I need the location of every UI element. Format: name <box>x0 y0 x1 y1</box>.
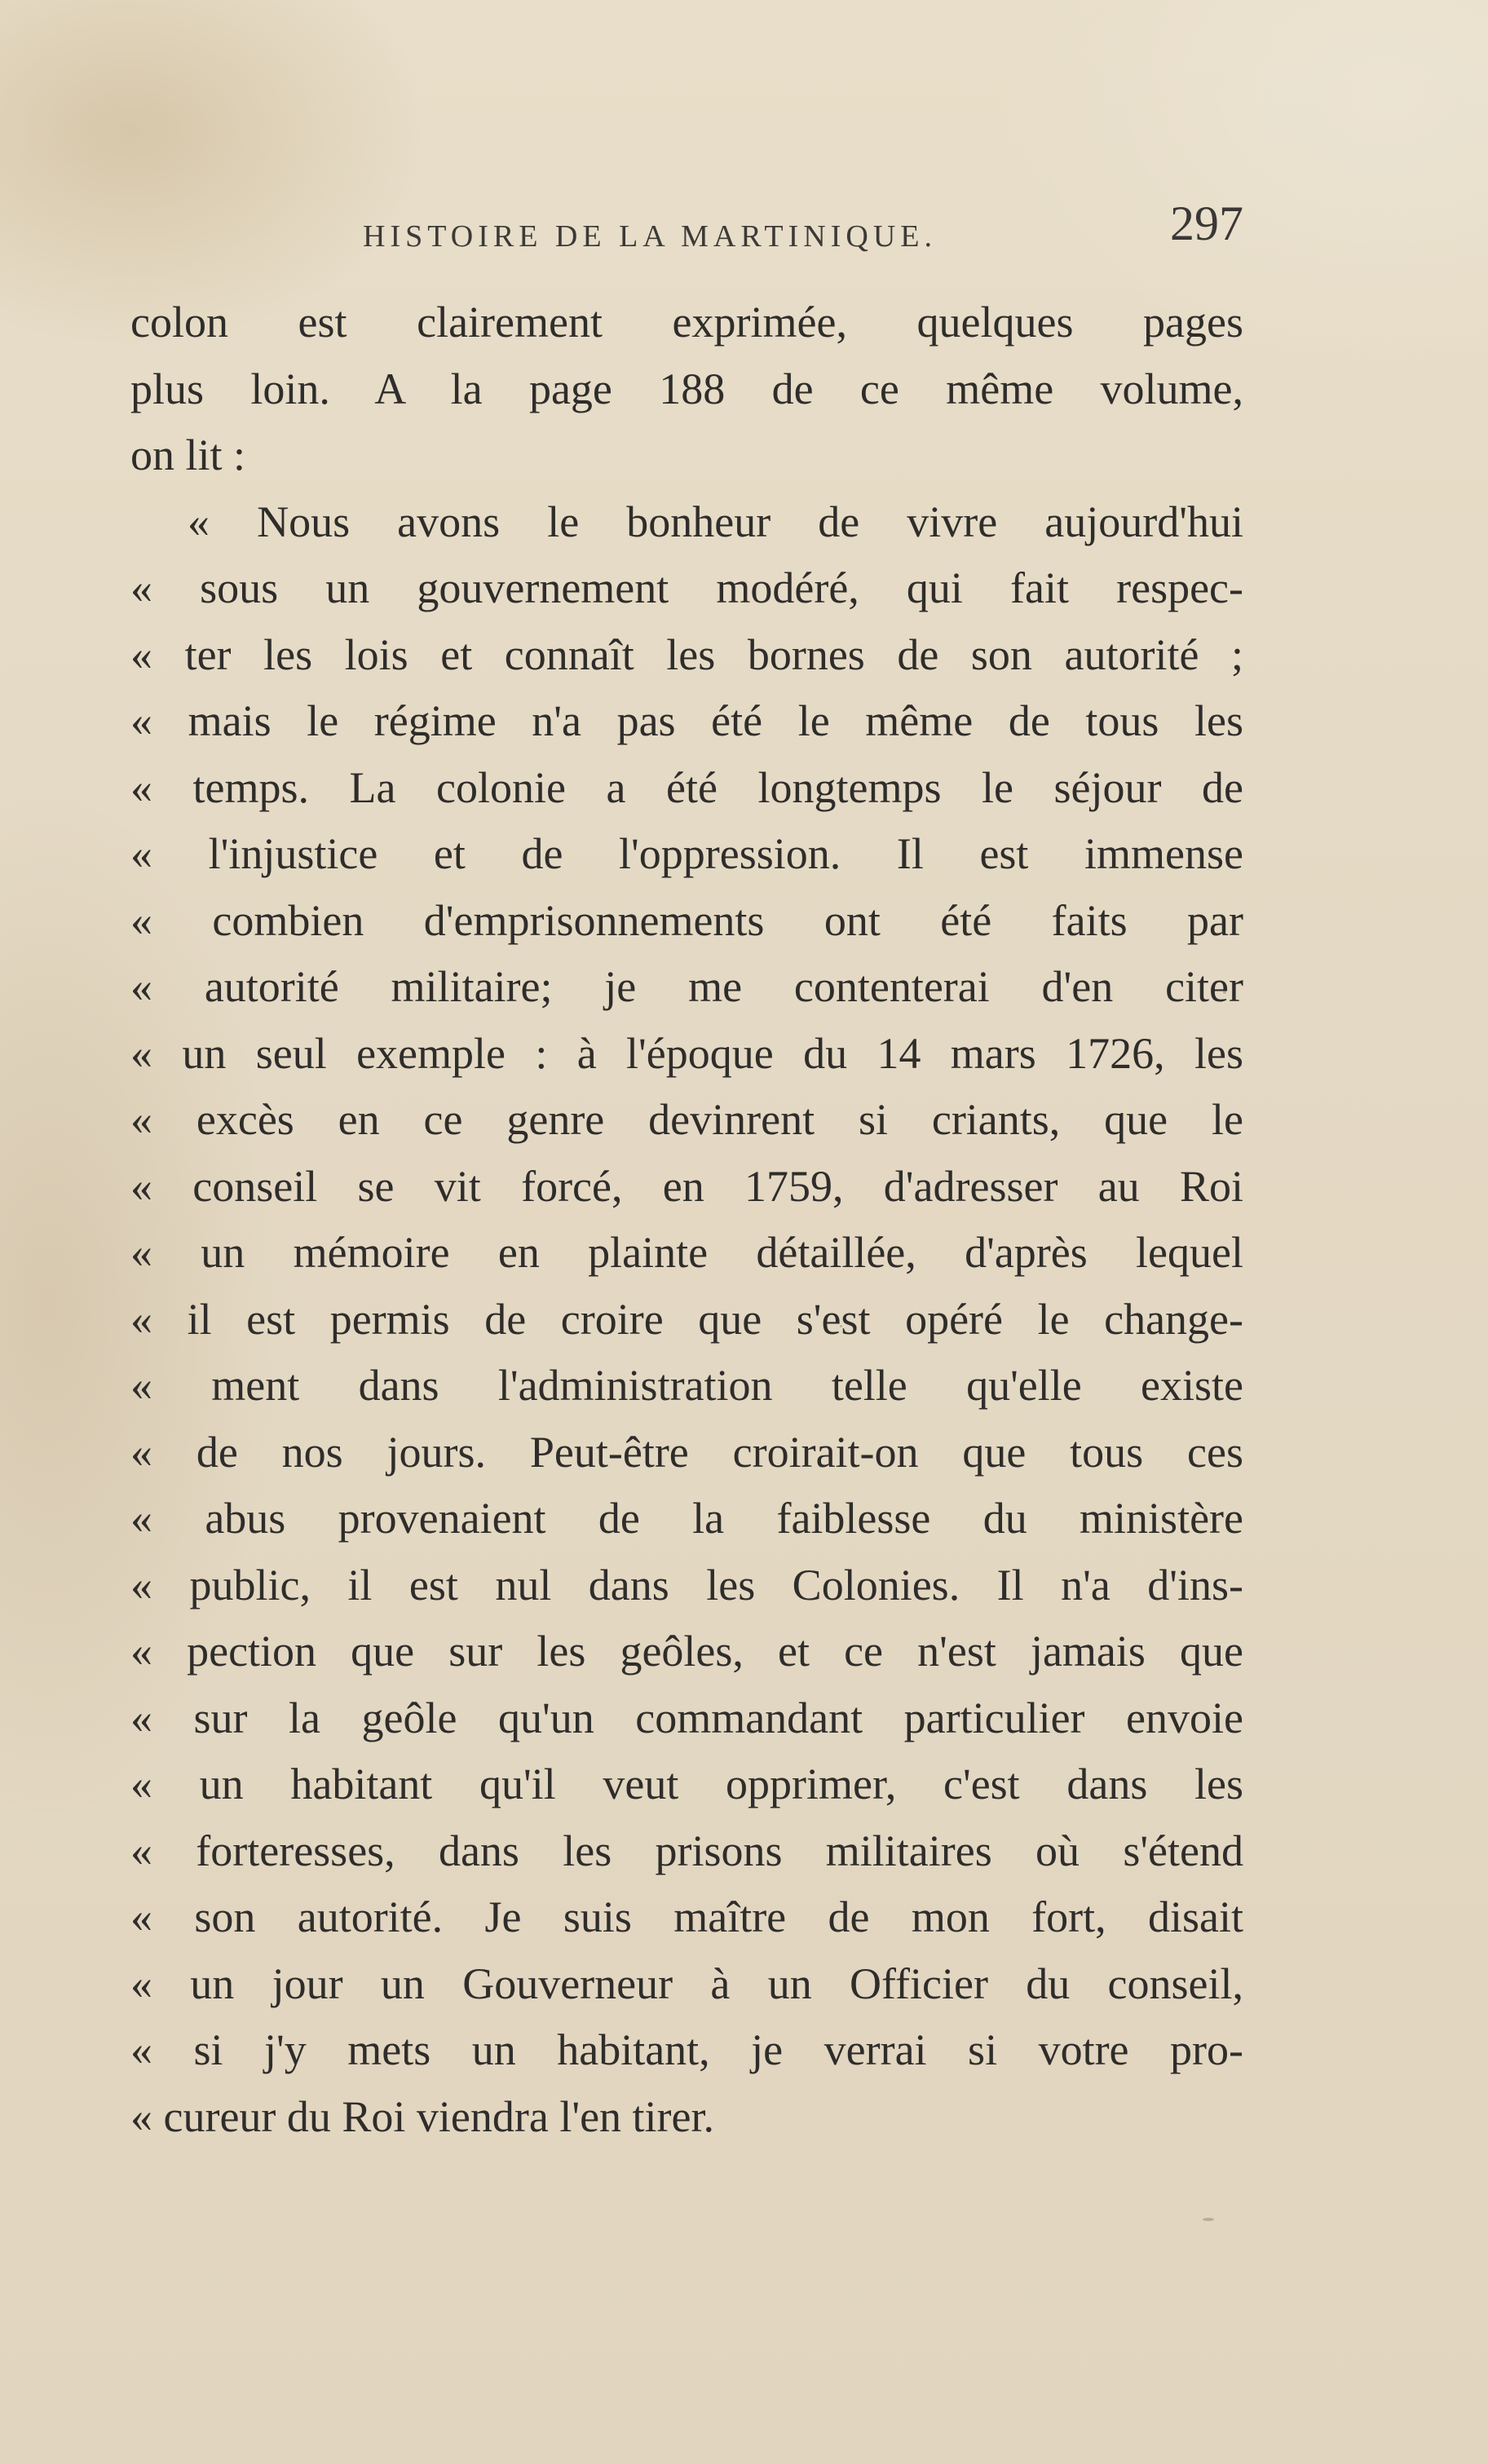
text-line: « forteresses, dans les prisons militaires où s'étend <box>130 1826 1243 1875</box>
text-line: « sur la geôle qu'un commandant particulier envoie <box>130 1693 1243 1742</box>
text-line: « un mémoire en plainte détaillée, d'après lequel <box>130 1228 1243 1277</box>
text-line: « de nos jours. Peut-être croirait-on que tous ces <box>130 1427 1243 1477</box>
text-line: « si j'y mets un habitant, je verrai si votre pro- <box>130 2025 1243 2074</box>
text-line: « ter les lois et connaît les bornes de son autorité ; <box>130 629 1243 679</box>
running-title: HISTOIRE DE LA MARTINIQUE. <box>363 219 937 254</box>
text-line: « ment dans l'administration telle qu'elle existe <box>130 1361 1243 1410</box>
text-line: « il est permis de croire que s'est opéré le change- <box>130 1294 1243 1344</box>
text-line: « son autorité. Je suis maître de mon fort, disait <box>130 1892 1243 1941</box>
text-line: plus loin. A la page 188 de ce même volume, <box>130 364 1243 413</box>
text-line: « pection que sur les geôles, et ce n'est jamais que <box>130 1627 1243 1676</box>
text-line: « combien d'emprisonnements ont été faits par <box>130 895 1243 945</box>
text-line: « temps. La colonie a été longtemps le séjour de <box>130 762 1243 812</box>
text-line: « public, il est nul dans les Colonies. Il n'a d'ins- <box>130 1560 1243 1610</box>
text-line: on lit : <box>130 431 246 479</box>
text-line: colon est clairement exprimée, quelques pages <box>130 298 1243 347</box>
text-line: « sous un gouvernement modéré, qui fait respec- <box>130 563 1243 612</box>
page-number: 297 <box>1170 197 1243 250</box>
text-line: « un seul exemple : à l'époque du 14 mars 1726, les <box>130 1028 1243 1078</box>
text-line: « Nous avons le bonheur de vivre aujourd'hui <box>188 497 1243 546</box>
text-line: « l'injustice et de l'oppression. Il est immense <box>130 829 1243 878</box>
text-line: « un habitant qu'il veut opprimer, c'est dans les <box>130 1760 1243 1808</box>
text-line: « un jour un Gouverneur à un Officier du conseil, <box>130 1958 1243 2008</box>
body-text <box>130 289 1243 2150</box>
text-line: « cureur du Roi viendra l'en tirer. <box>130 2091 715 2141</box>
foxing-spot <box>1203 2218 1214 2221</box>
page-header <box>0 196 1488 261</box>
text-line: « conseil se vit forcé, en 1759, d'adresser au Roi <box>130 1161 1243 1211</box>
text-line: « mais le régime n'a pas été le même de tous les <box>130 696 1243 745</box>
text-line: « excès en ce genre devinrent si criants, que le <box>130 1095 1243 1144</box>
text-line: « autorité militaire; je me contenterai d'en citer <box>130 962 1243 1011</box>
text-line: « abus provenaient de la faiblesse du ministère <box>130 1494 1243 1543</box>
